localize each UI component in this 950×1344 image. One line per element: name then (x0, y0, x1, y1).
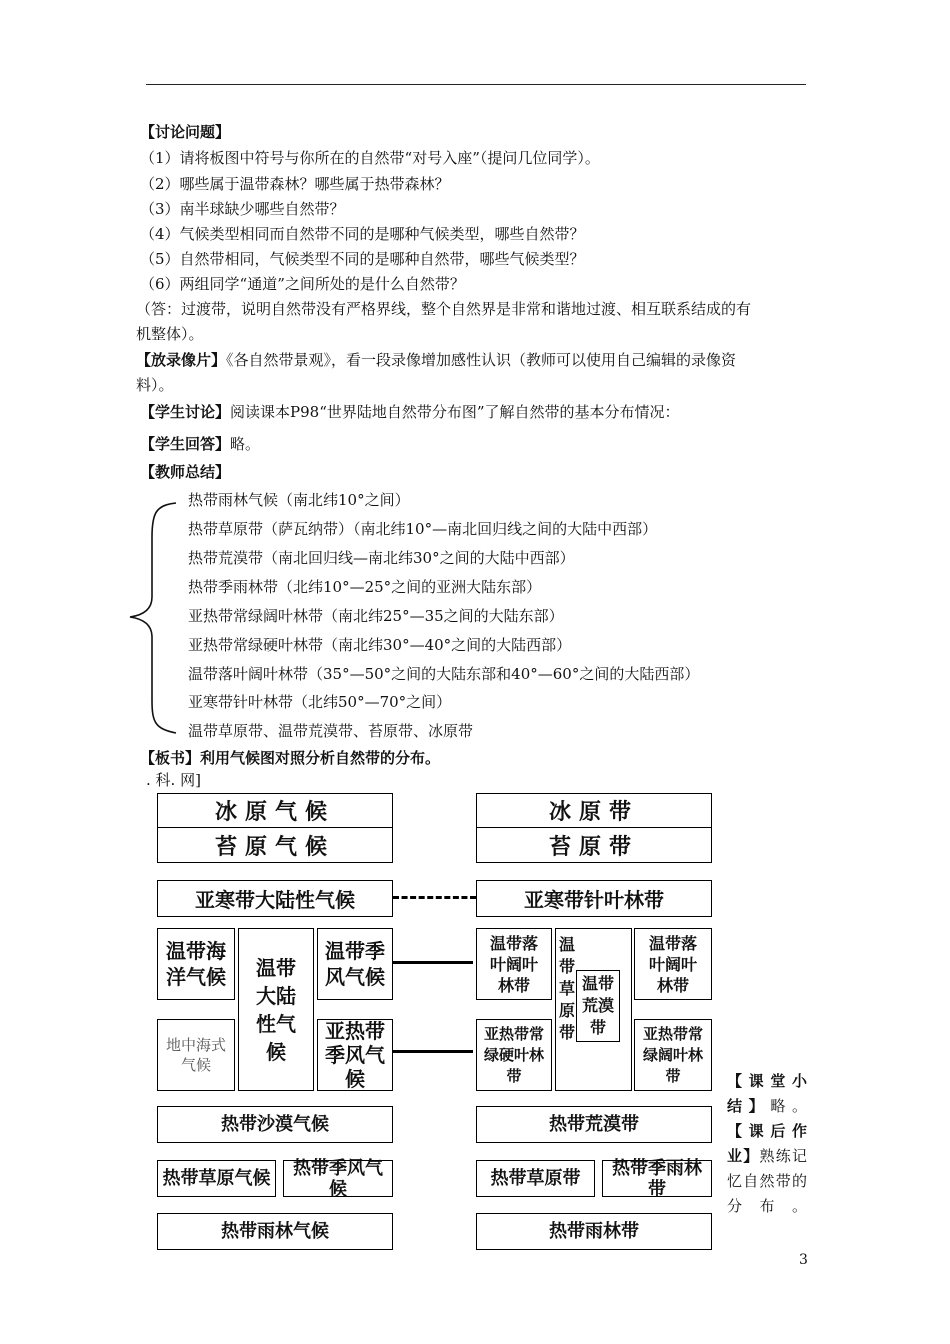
zone-ice: 冰原带 (476, 793, 712, 828)
homework-text: 熟练记忆自然带的分布。 (727, 1147, 807, 1215)
question-1: （1）请将板图中符号与你所在的自然带“对号入座”（提问几位同学）。 (140, 149, 600, 167)
zone-evergreen-broadleaf: 亚热带常绿阔叶林带 (634, 1019, 712, 1091)
zone-tundra: 苔原带 (476, 827, 712, 863)
climate-subarctic: 亚寒带大陆性气候 (157, 880, 393, 917)
connector-dashed (393, 896, 476, 899)
zone-monsoon-forest: 热带季雨林带 (602, 1160, 712, 1197)
student-discussion-label: 【学生讨论】 (140, 403, 231, 421)
zone-tropical-desert: 热带荒漠带 (476, 1106, 712, 1143)
climate-temperate-continental: 温带大陆性气候 (238, 928, 314, 1091)
summary-item-4: 热带季雨林带（北纬10°—25°之间的亚洲大陆东部） (188, 578, 542, 596)
student-discussion-text: 阅读课本P98“世界陆地自然带分布图”了解自然带的基本分布情况： (230, 403, 680, 421)
climate-temperate-monsoon: 温带季风气候 (317, 928, 393, 1000)
climate-subtropical-monsoon: 亚热带季风气候 (317, 1019, 393, 1091)
class-summary (727, 1069, 807, 1119)
video-text-1: 《各自然带景观》，看一段录像增加感性认识（教师可以使用自己编辑的录像资 (226, 351, 737, 369)
zone-sclerophyll: 亚热带常绿硬叶林带 (476, 1019, 552, 1091)
summary-item-5: 亚热带常绿阔叶林带（南北纬25°—35之间的大陆东部） (188, 607, 564, 625)
board-fragment: . 科. 网] (146, 771, 201, 789)
climate-tropical-savanna: 热带草原气候 (157, 1160, 276, 1197)
zone-deciduous-left: 温带落叶阔叶林带 (476, 928, 552, 1000)
zone-steppe: 温带草原带 (558, 935, 575, 1042)
zone-savanna: 热带草原带 (476, 1160, 595, 1197)
summary-item-3: 热带荒漠带（南北回归线—南北纬30°之间的大陆中西部） (188, 549, 575, 567)
summary-item-1: 热带雨林气候（南北纬10°之间） (188, 491, 410, 509)
question-3: （3）南半球缺少哪些自然带？ (140, 200, 345, 218)
zone-desert: 温带荒漠带 (576, 970, 620, 1042)
climate-tropical-monsoon: 热带季风气候 (283, 1160, 393, 1197)
homework-label: 【课后作业】 (727, 1122, 807, 1165)
connector-subtropical (393, 1050, 473, 1053)
brace-icon (126, 497, 182, 737)
discussion-heading: 【讨论问题】 (140, 123, 231, 141)
question-5: （5）自然带相同，气候类型不同的是哪种自然带，哪些气候类型？ (140, 250, 585, 268)
header-rule (146, 84, 806, 85)
page-number: 3 (799, 1252, 808, 1268)
climate-temperate-oceanic: 温带海洋气候 (157, 928, 235, 1000)
student-answer (140, 434, 260, 454)
zone-taiga: 亚寒带针叶林带 (476, 880, 712, 917)
summary-item-7: 温带落叶阔叶林带（35°—50°之间的大陆东部和40°—60°之间的大陆西部） (188, 665, 700, 683)
zone-deciduous-right: 温带落叶阔叶林带 (634, 928, 712, 1000)
summary-item-6: 亚热带常绿硬叶林带（南北纬30°—40°之间的大陆西部） (188, 636, 572, 654)
climate-tundra: 苔原气候 (157, 827, 393, 863)
class-summary-label: 【课堂小结】 (727, 1072, 807, 1115)
question-4: （4）气候类型相同而自然带不同的是哪种气候类型，哪些自然带？ (140, 225, 585, 243)
climate-ice: 冰原气候 (157, 793, 393, 828)
climate-mediterranean: 地中海式气候 (157, 1019, 235, 1091)
climate-tropical-rainforest: 热带雨林气候 (157, 1213, 393, 1250)
video-paragraph (136, 350, 736, 370)
summary-item-2: 热带草原带（萨瓦纳带）（南北纬10°—南北回归线之间的大陆中西部） (188, 520, 658, 538)
student-answer-label: 【学生回答】 (140, 435, 231, 453)
answer-line-1: （答：过渡带，说明自然带没有严格界线，整个自然界是非常和谐地过渡、相互联系结成的有 (136, 300, 752, 318)
video-text-2: 料）。 (136, 376, 174, 394)
video-label: 【放录像片】 (136, 351, 227, 369)
student-answer-text: 略。 (230, 435, 261, 453)
class-summary-text: 略。 (770, 1097, 807, 1115)
connector-temperate (393, 961, 473, 964)
question-6: （6）两组同学“通道”之间所处的是什么自然带？ (140, 275, 465, 293)
climate-tropical-desert: 热带沙漠气候 (157, 1106, 393, 1143)
question-2: （2）哪些属于温带森林？哪些属于热带森林？ (140, 175, 450, 193)
summary-item-9: 温带草原带、温带荒漠带、苔原带、冰原带 (188, 722, 474, 740)
teacher-summary-heading: 【教师总结】 (140, 463, 231, 481)
board-heading: 【板书】利用气候图对照分析自然带的分布。 (140, 749, 441, 767)
student-discussion (140, 402, 680, 422)
zone-rainforest: 热带雨林带 (476, 1213, 712, 1250)
homework (727, 1119, 807, 1219)
summary-item-8: 亚寒带针叶林带（北纬50°—70°之间） (188, 693, 452, 711)
answer-line-2: 机整体）。 (136, 325, 204, 343)
